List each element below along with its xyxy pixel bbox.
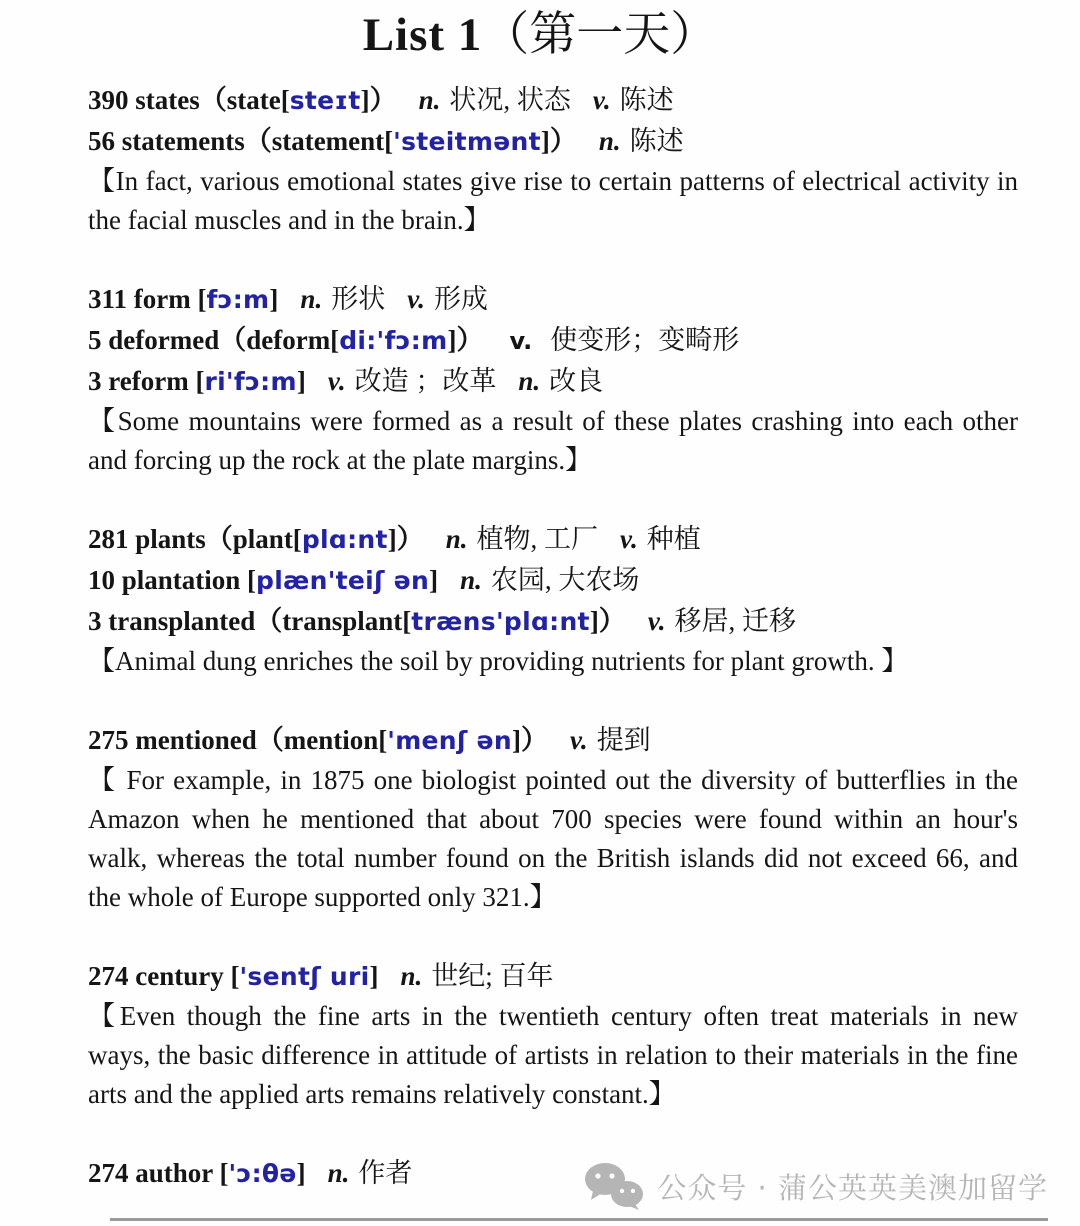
word-text: 3 transplanted（transplant[ [88, 606, 412, 636]
pos-label: n. [327, 1158, 350, 1188]
pos-label: n. [598, 126, 621, 156]
word-group [88, 720, 1018, 917]
example-sentence: 【 For example, in 1875 one biologist pointed out the diversity of butterflies in the Amazon when he mentioned that about 700 species were found within an hour's walk, whereas the total number found on the British islands did not exceed 66, and the whole of Europe supported only 321.】 [88, 765, 1018, 912]
meaning-text: 陈述 [629, 126, 684, 156]
ipa-text: træns'plɑ:nt [411, 607, 590, 636]
word-text: 390 states（state[ [88, 85, 290, 115]
ipa-text: plɑ:nt [301, 525, 388, 554]
watermark-text: 公众号 · 蒲公英英美澳加留学 [657, 1170, 1048, 1205]
meaning-text: 形成 [433, 284, 488, 314]
word-entry [88, 279, 1018, 320]
pos-label: v. [647, 606, 666, 636]
wechat-icon [583, 1162, 645, 1210]
word-text: 274 century [ [88, 961, 240, 991]
pos-label: v. [620, 524, 638, 554]
ipa-text: ri'fɔ:m [204, 367, 297, 396]
example-sentence: 【Some mountains were formed as a result of these plates crashing into each other and forcing up the rock at the plate margins.】 [88, 406, 1018, 475]
bottom-divider [110, 1218, 1048, 1221]
ipa-text: fɔ:m [206, 285, 270, 314]
word-text: 10 plantation [ [88, 565, 257, 595]
word-group [88, 956, 1018, 1114]
word-text: ]） [447, 325, 484, 355]
word-text: ] [296, 366, 306, 396]
meaning-text: 种植 [646, 524, 701, 554]
word-entry [88, 121, 1018, 162]
page-title [0, 4, 1080, 66]
word-entry [88, 80, 1018, 121]
word-text: 56 statements（statement[ [88, 126, 394, 156]
example-sentence: 【Animal dung enriches the soil by providing nutrients for plant growth. 】 [88, 646, 909, 676]
ipa-text: 'menʃ ən [387, 726, 512, 755]
word-group [88, 519, 1018, 681]
example-sentence: 【In fact, various emotional states give rise to certain patterns of electrical activity in the facial muscles and in the brain.】 [88, 166, 1018, 235]
meaning-text: 提到 [596, 725, 651, 755]
ipa-text: steɪt [289, 86, 361, 115]
word-text: ]） [511, 725, 548, 755]
word-entry [88, 601, 1018, 642]
word-text: 3 reform [ [88, 366, 205, 396]
word-text: ]） [589, 606, 626, 636]
meaning-text: 移居, 迁移 [674, 606, 797, 636]
title-text-en: List 1 [362, 9, 483, 61]
pos-label: v. [592, 85, 611, 115]
title-text-zh: （第一天） [482, 9, 718, 61]
watermark [583, 1162, 1048, 1210]
meaning-text: 世纪; 百年 [431, 961, 554, 991]
ipa-text: 'ɔ:θə [228, 1159, 297, 1188]
meaning-text: 改良 [549, 366, 604, 396]
word-text: 5 deformed（deform[ [88, 325, 340, 355]
word-text: ] [269, 284, 279, 314]
word-text: 281 plants（plant[ [88, 524, 302, 554]
word-text: 275 mentioned（mention[ [88, 725, 388, 755]
word-group [88, 279, 1018, 480]
example-sentence: 【Even though the fine arts in the twentieth century often treat materials in new ways, the basic difference in attitude of artists in relation to their materials in the fine arts and the applied arts remains relatively constant.】 [88, 1001, 1018, 1109]
word-text: 311 form [ [88, 284, 207, 314]
pos-label: n. [460, 565, 482, 595]
word-text: ]） [360, 85, 397, 115]
meaning-text: 状况, 状态 [449, 85, 571, 115]
word-entry [88, 320, 1018, 361]
word-text: 274 author [ [88, 1158, 229, 1188]
pos-label: n. [300, 284, 323, 314]
word-text: ] [369, 961, 379, 991]
word-entry [88, 720, 1018, 761]
meaning-text: 陈述 [619, 85, 674, 115]
meaning-text: 农园, 大农场 [490, 565, 640, 595]
pos-label: v. [407, 284, 425, 314]
pos-label: n. [400, 961, 423, 991]
pos-label: n. [445, 524, 468, 554]
ipa-text: 'steitmənt [393, 127, 541, 156]
word-text: ]） [387, 524, 424, 554]
pos-label: v. [509, 327, 533, 355]
word-text: ] [429, 565, 439, 595]
meaning-text: 改造 ；改革 [354, 366, 497, 396]
word-entry [88, 956, 1018, 997]
vocabulary-list [0, 80, 1080, 1194]
meaning-text: 使变形；变畸形 [550, 325, 740, 355]
word-entry [88, 519, 1018, 560]
word-text: ]） [540, 126, 577, 156]
pos-label: v. [327, 366, 346, 396]
ipa-text: di:'fɔ:m [339, 326, 448, 355]
word-group [88, 80, 1018, 240]
ipa-text: plæn'teiʃ ən [256, 566, 430, 595]
meaning-text: 作者 [358, 1158, 413, 1188]
pos-label: v. [569, 725, 588, 755]
ipa-text: 'sentʃ uri [239, 962, 370, 991]
word-entry [88, 361, 1018, 402]
pos-label: n. [418, 85, 441, 115]
meaning-text: 植物, 工厂 [476, 524, 599, 554]
meaning-text: 形状 [331, 284, 386, 314]
word-text: ] [296, 1158, 306, 1188]
pos-label: n. [518, 366, 541, 396]
word-entry [88, 560, 1018, 601]
